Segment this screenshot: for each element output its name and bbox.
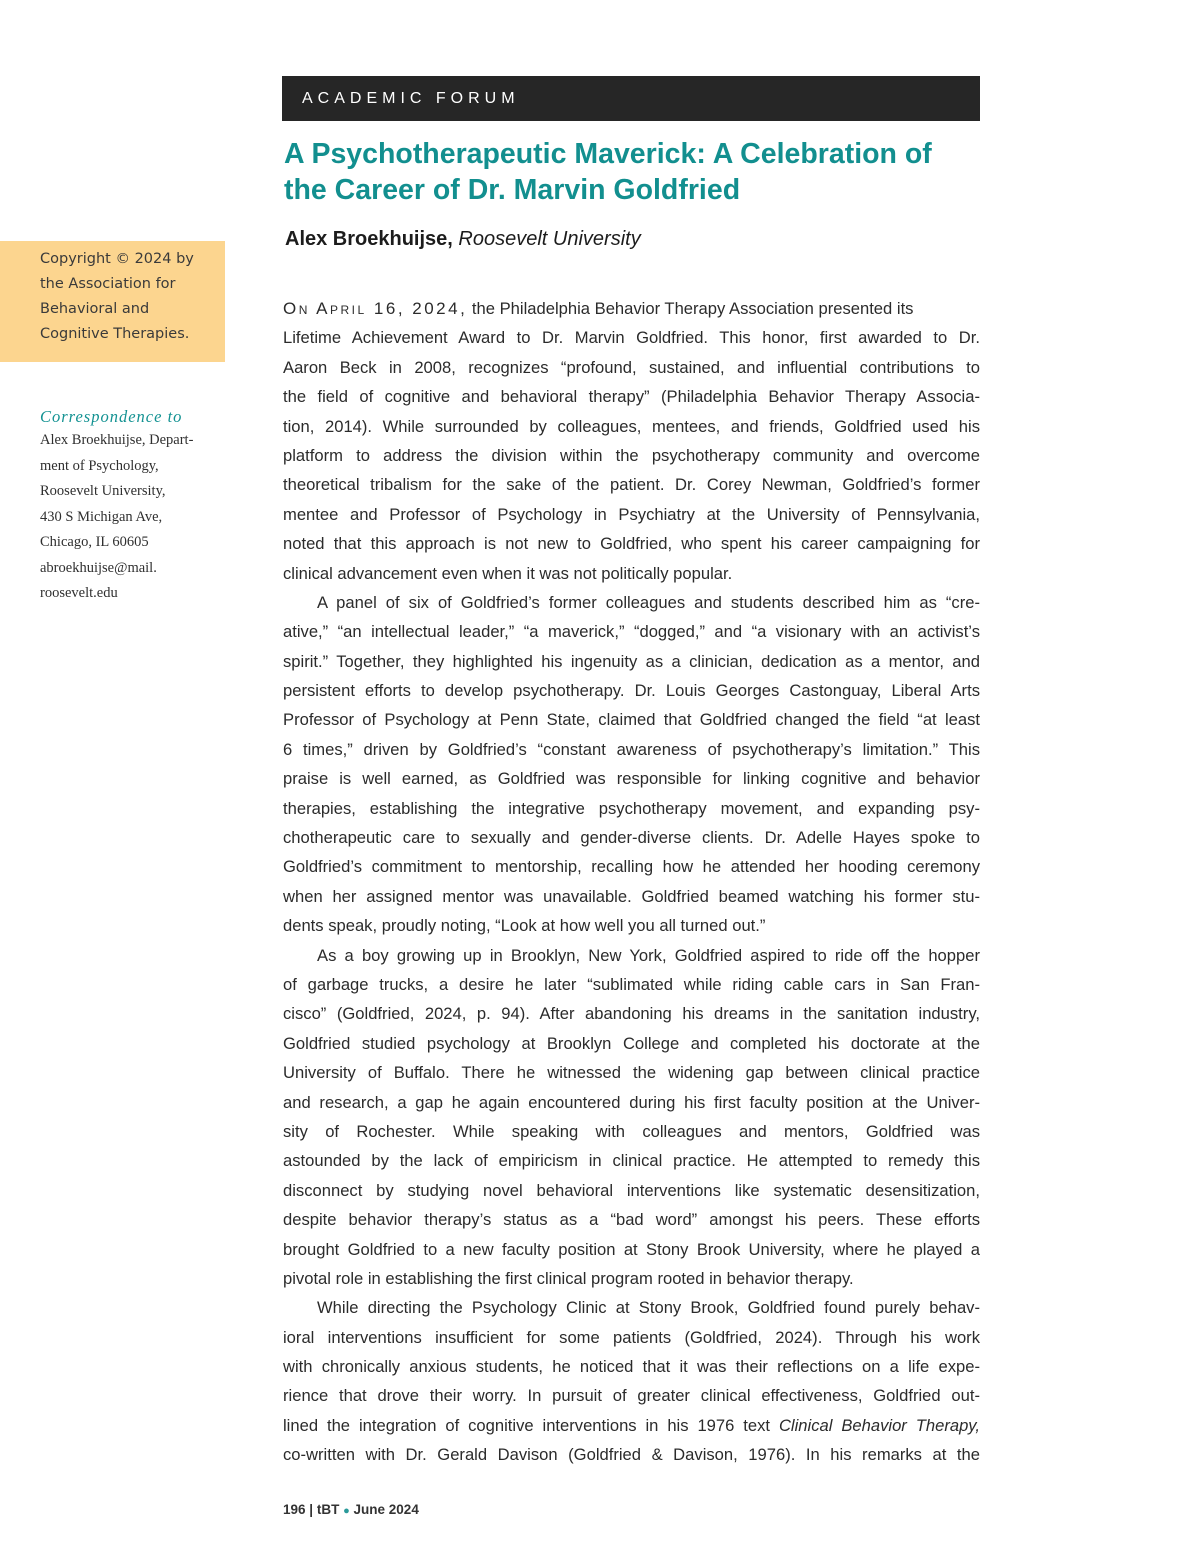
body-line: As a boy growing up in Brooklyn, New York, Goldfried aspired to ride off the hopper (317, 945, 980, 965)
body-line: 6 times,” driven by Goldfried’s “constant awareness of psychotherapy’s limitation.” This (283, 739, 980, 759)
author-affiliation: Roosevelt University (458, 228, 641, 250)
body-line: noted that this approach is not new to Goldfried, who spent his career campaigning for (283, 534, 980, 554)
body-line: despite behavior therapy’s status as a “bad word” amongst his peers. These efforts (283, 1210, 980, 1230)
body-line: rience that drove their worry. In pursuit of greater clinical effectiveness, Goldfried out- (283, 1386, 980, 1406)
correspondence-line: 430 S Michigan Ave, (40, 508, 163, 525)
journal-name: tBT (316, 1502, 340, 1517)
body-line: mentee and Professor of Psychology in Psychiatry at the University of Pennsylvania, (283, 504, 980, 524)
body-line: praise is well earned, as Goldfried was responsible for linking cognitive and behavior (283, 769, 980, 789)
body-line: University of Buffalo. There he witnessed the widening gap between clinical practice (283, 1063, 980, 1083)
body-line: Lifetime Achievement Award to Dr. Marvin Goldfried. This honor, first awarded to Dr. (283, 328, 980, 348)
correspondence-block (40, 406, 220, 607)
section-label: ACADEMIC FORUM (302, 89, 520, 107)
bullet-dot-icon: ● (343, 1505, 350, 1517)
copyright-line: Behavioral and (40, 301, 150, 317)
correspondence-label: Correspondence to (40, 407, 183, 426)
title-line-1: A Psychotherapeutic Maverick: A Celebration of (284, 138, 932, 170)
body-line: of garbage trucks, a desire he later “sublimated while riding cable cars in San Fran- (283, 974, 980, 994)
lede-small-caps: On April 16, 2024, (283, 299, 468, 318)
body-line: platform to address the division within the psychotherapy community and overcome (283, 445, 980, 465)
body-line (283, 1411, 980, 1440)
body-line: the field of cognitive and behavioral therapy” (Philadelphia Behavior Therapy Associa- (283, 387, 980, 407)
body-line (283, 294, 980, 323)
correspondence-line: Alex Broekhuijse, Depart- (40, 432, 194, 448)
article-title (284, 136, 984, 208)
body-line: Goldfried studied psychology at Brooklyn College and completed his doctorate at the (283, 1033, 980, 1053)
body-line: with chronically anxious students, he noticed that it was their reflections on a life expe- (283, 1357, 980, 1377)
copyright-line: Copyright © 2024 by (40, 251, 194, 267)
correspondence-email-line[interactable]: roosevelt.edu (40, 585, 118, 601)
body-line: co-written with Dr. Gerald Davison (Goldfried & Davison, 1976). In his remarks at the (283, 1445, 980, 1465)
page-footer (283, 1502, 419, 1517)
author-name: Alex Broekhuijse, (285, 228, 453, 250)
body-line: persistent efforts to develop psychotherapy. Dr. Louis Georges Castonguay, Liberal Arts (283, 681, 980, 701)
body-line: astounded by the lack of empiricism in clinical practice. He attempted to remedy this (283, 1151, 980, 1171)
body-line: ative,” “an intellectual leader,” “a maverick,” “dogged,” and “a visionary with an activist’s (283, 622, 980, 642)
body-line: pivotal role in establishing the first clinical program rooted in behavior therapy. (283, 1268, 854, 1288)
lede-rest: the Philadelphia Behavior Therapy Association presented its (467, 299, 914, 318)
issue-date: June 2024 (353, 1502, 419, 1517)
body-line: dents speak, proudly noting, “Look at how well you all turned out.” (283, 916, 766, 936)
body-line: tion, 2014). While surrounded by colleagues, mentees, and friends, Goldfried used his (283, 416, 980, 436)
correspondence-line: ment of Psychology, (40, 457, 159, 474)
body-line: sity of Rochester. While speaking with colleagues and mentors, Goldfried was (283, 1121, 980, 1141)
article-body (283, 294, 980, 1470)
body-line: A panel of six of Goldfried’s former colleagues and students described him as “cre- (317, 592, 980, 612)
page-number: 196 (283, 1502, 306, 1517)
body-line: While directing the Psychology Clinic at Stony Brook, Goldfried found purely behav- (317, 1298, 980, 1318)
footer-separator: | (309, 1502, 314, 1517)
body-line: Aaron Beck in 2008, recognizes “profound, sustained, and influential contributions to (283, 357, 980, 377)
correspondence-line: Roosevelt University, (40, 483, 166, 499)
section-banner (282, 76, 980, 121)
body-line: Goldfried’s commitment to mentorship, recalling how he attended her hooding ceremony (283, 857, 980, 877)
correspondence-email-line[interactable]: abroekhuijse@mail. (40, 559, 157, 576)
copyright-box (0, 241, 225, 362)
italic-line-pre: lined the integration of cognitive interventions in his 1976 text (283, 1415, 779, 1435)
body-line: therapies, establishing the integrative psychotherapy movement, and expanding psy- (283, 798, 980, 818)
body-line: clinical advancement even when it was not politically popular. (283, 563, 733, 583)
body-line: Professor of Psychology at Penn State, claimed that Goldfried changed the field “at least (283, 710, 980, 730)
title-line-2: the Career of Dr. Marvin Goldfried (284, 174, 741, 206)
book-title: Clinical Behavior Therapy, (778, 1415, 980, 1435)
body-line: disconnect by studying novel behavioral interventions like systematic desensitization, (283, 1180, 980, 1200)
copyright-line: Cognitive Therapies. (40, 326, 190, 342)
body-line: spirit.” Together, they highlighted his ingenuity as a clinician, dedication as a mentor, and (283, 651, 980, 671)
body-line: cisco” (Goldfried, 2024, p. 94). After abandoning his dreams in the sanitation industry, (283, 1004, 980, 1024)
body-line: when her assigned mentor was unavailable. Goldfried beamed watching his former stu- (283, 886, 980, 906)
body-line: brought Goldfried to a new faculty position at Stony Brook University, where he played a (283, 1239, 980, 1259)
body-line: theoretical tribalism for the sake of the patient. Dr. Corey Newman, Goldfried’s former (283, 475, 980, 495)
copyright-line: the Association for (40, 276, 176, 292)
byline (285, 226, 641, 252)
body-line: and research, a gap he again encountered during his first faculty position at the Univer- (283, 1092, 980, 1112)
correspondence-line: Chicago, IL 60605 (40, 534, 149, 550)
body-line: chotherapeutic care to sexually and gender-diverse clients. Dr. Adelle Hayes spoke to (283, 828, 980, 848)
body-line: ioral interventions insufficient for some patients (Goldfried, 2024). Through his work (283, 1327, 980, 1347)
